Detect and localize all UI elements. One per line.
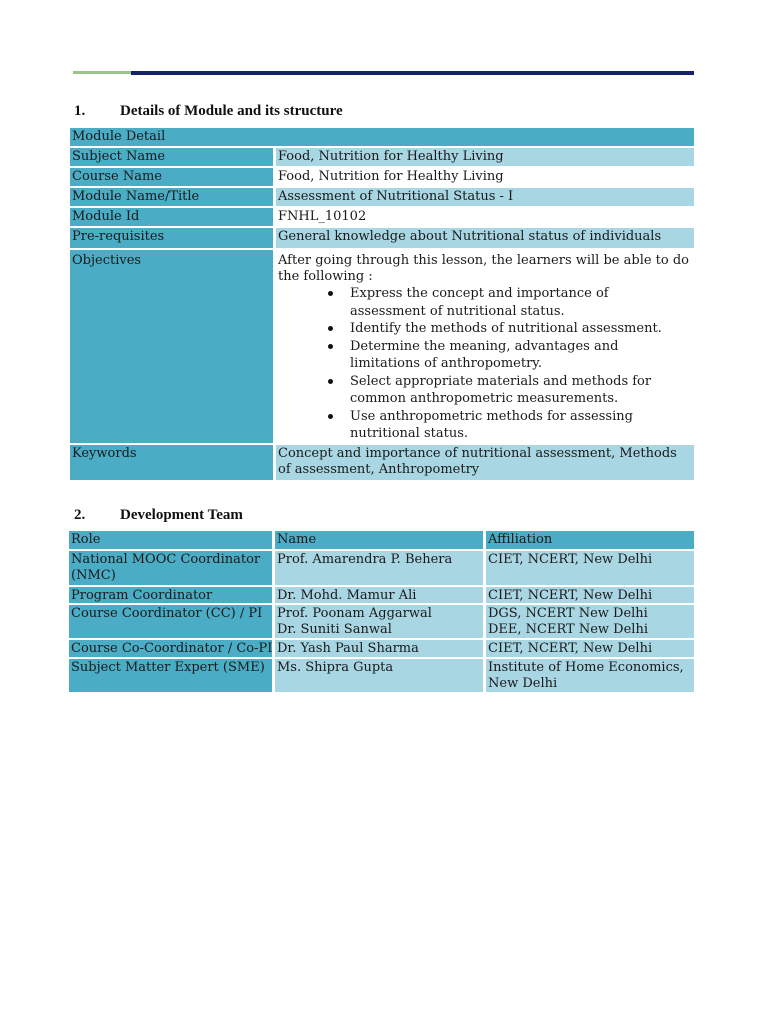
table-row xyxy=(69,640,694,659)
header-rule xyxy=(131,71,694,75)
role-cell: Course Coordinator (CC) / PI xyxy=(69,605,275,640)
development-team-table xyxy=(69,531,694,694)
role-cell: Program Coordinator xyxy=(69,587,275,605)
name-cell xyxy=(275,605,486,640)
row-value: Food, Nutrition for Healthy Living xyxy=(276,148,694,168)
row-value: FNHL_10102 xyxy=(276,208,694,228)
header-role: Role xyxy=(69,531,275,551)
row-label: Course Name xyxy=(70,168,276,188)
objectives-content xyxy=(276,250,694,445)
objectives-label: Objectives xyxy=(70,250,276,445)
name-cell: Prof. Amarendra P. Behera xyxy=(275,551,486,587)
affiliation-cell xyxy=(486,605,694,640)
section-number: 1. xyxy=(74,103,86,119)
table-row xyxy=(69,659,694,694)
list-item: Use anthropometric methods for assessing nutritional status. xyxy=(350,408,692,443)
table-row xyxy=(70,188,694,208)
row-value: Food, Nutrition for Healthy Living xyxy=(276,168,694,188)
module-detail-table xyxy=(70,128,694,482)
row-value: Assessment of Nutritional Status - I xyxy=(276,188,694,208)
header-rule-accent xyxy=(73,71,131,74)
table-row xyxy=(70,228,694,250)
affiliation-line: DEE, NCERT New Delhi xyxy=(488,622,648,637)
role-cell: Course Co-Coordinator / Co-PI xyxy=(69,640,275,659)
section-title: Details of Module and its structure xyxy=(120,103,343,119)
table-header-row xyxy=(70,128,694,148)
table-row xyxy=(70,148,694,168)
affiliation-cell: Institute of Home Economics, New Delhi xyxy=(486,659,694,694)
table-row xyxy=(70,208,694,228)
objectives-list xyxy=(278,285,692,443)
affiliation-cell: CIET, NCERT, New Delhi xyxy=(486,587,694,605)
list-item: Determine the meaning, advantages and limitations of anthropometry. xyxy=(350,338,692,373)
row-label: Module Name/Title xyxy=(70,188,276,208)
keywords-value: Concept and importance of nutritional assessment, Methods of assessment, Anthropometry xyxy=(276,445,694,482)
table-header: Module Detail xyxy=(70,128,694,148)
table-row xyxy=(69,605,694,640)
affiliation-cell: CIET, NCERT, New Delhi xyxy=(486,640,694,659)
table-row xyxy=(69,587,694,605)
section-1-heading xyxy=(74,103,343,120)
keywords-label: Keywords xyxy=(70,445,276,482)
section-2-heading xyxy=(74,507,243,524)
row-label: Pre-requisites xyxy=(70,228,276,250)
row-label: Subject Name xyxy=(70,148,276,168)
section-title: Development Team xyxy=(120,507,243,523)
list-item: Express the concept and importance of assessment of nutritional status. xyxy=(350,285,692,320)
header-affiliation: Affiliation xyxy=(486,531,694,551)
list-item: Identify the methods of nutritional assessment. xyxy=(350,320,692,338)
name-cell: Dr. Mohd. Mamur Ali xyxy=(275,587,486,605)
affiliation-cell: CIET, NCERT, New Delhi xyxy=(486,551,694,587)
row-label: Module Id xyxy=(70,208,276,228)
name-line: Dr. Suniti Sanwal xyxy=(277,622,392,637)
role-cell: Subject Matter Expert (SME) xyxy=(69,659,275,694)
table-row xyxy=(69,551,694,587)
keywords-row xyxy=(70,445,694,482)
table-header-row xyxy=(69,531,694,551)
section-number: 2. xyxy=(74,507,86,523)
objectives-intro: After going through this lesson, the learners will be able to do the following : xyxy=(278,253,690,284)
name-cell: Dr. Yash Paul Sharma xyxy=(275,640,486,659)
list-item: Select appropriate materials and methods for common anthropometric measurements. xyxy=(350,373,692,408)
objectives-row xyxy=(70,250,694,445)
table-row xyxy=(70,168,694,188)
name-cell: Ms. Shipra Gupta xyxy=(275,659,486,694)
row-value: General knowledge about Nutritional status of individuals xyxy=(276,228,694,250)
role-cell: National MOOC Coordinator (NMC) xyxy=(69,551,275,587)
name-line: Prof. Poonam Aggarwal xyxy=(277,606,432,621)
header-name: Name xyxy=(275,531,486,551)
affiliation-line: DGS, NCERT New Delhi xyxy=(488,606,648,621)
